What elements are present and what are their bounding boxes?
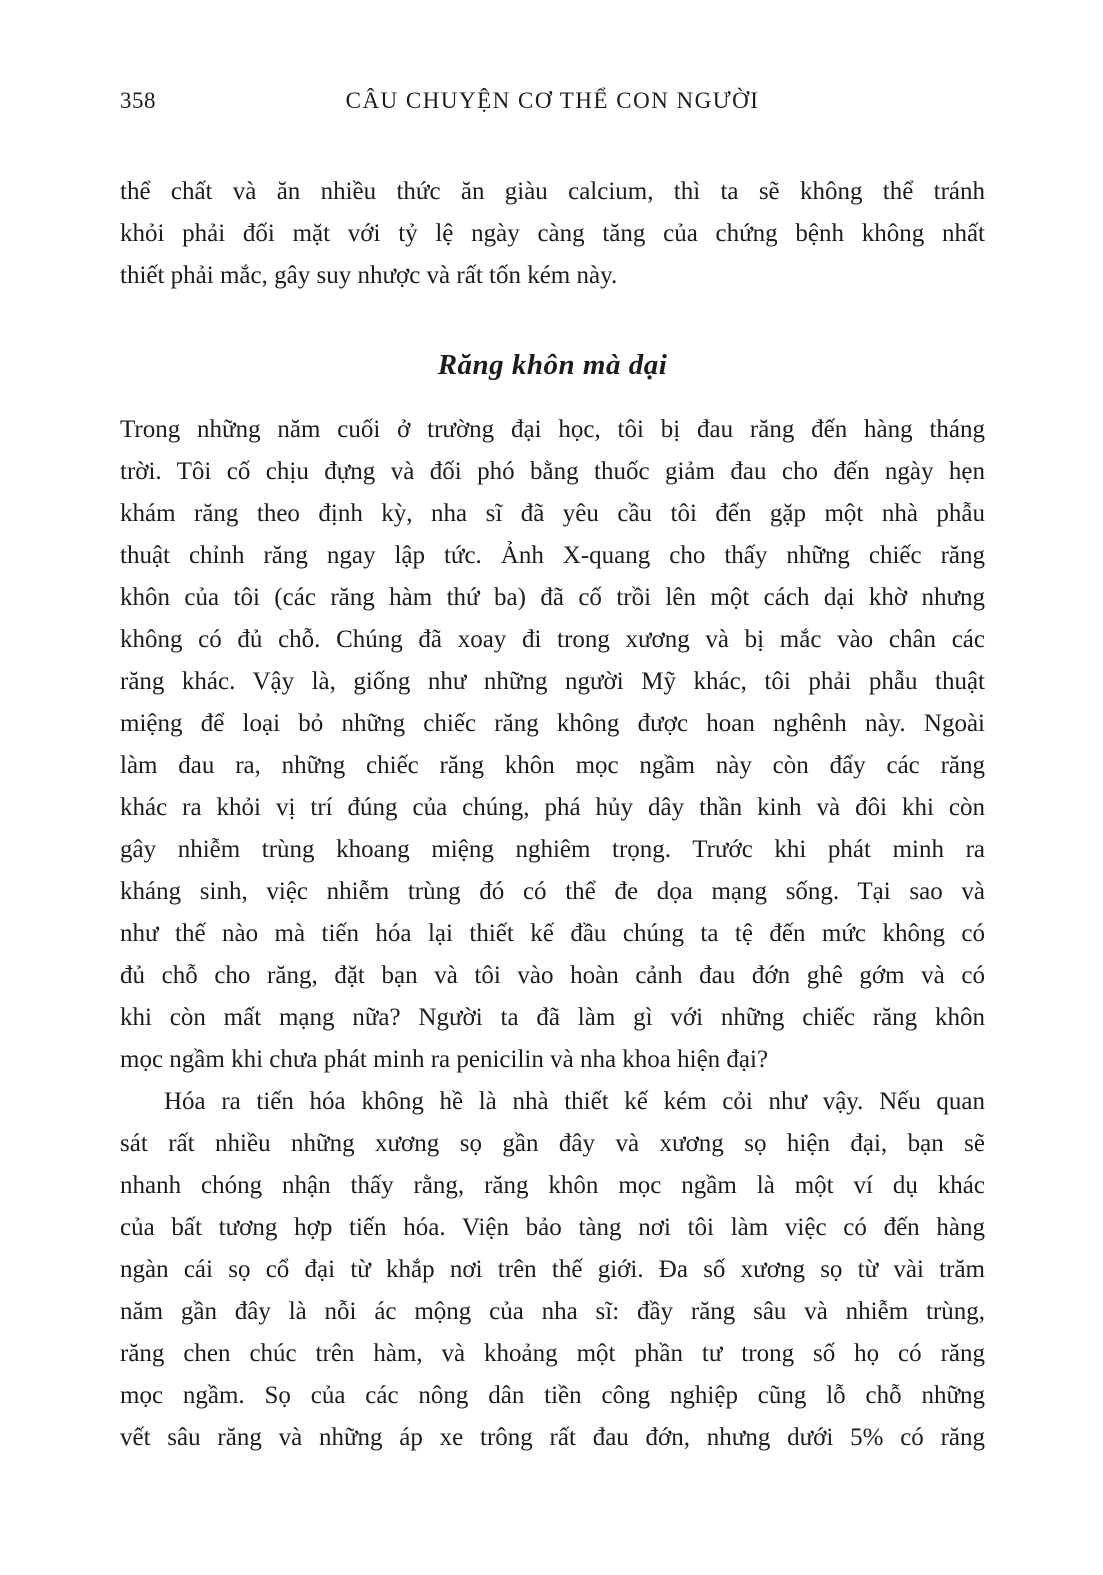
text-line: thiết phải mắc, gây suy nhược và rất tốn kém này. xyxy=(120,262,618,289)
text-line: mọc ngầm khi chưa phát minh ra penicilin và nha khoa hiện đại? xyxy=(120,1046,769,1073)
text-line: khỏi phải đối mặt với tỷ lệ ngày càng tăng của chứng bệnh không nhất xyxy=(120,220,985,247)
paragraph xyxy=(120,409,985,1081)
text-line: gây nhiễm trùng khoang miệng nghiêm trọng. Trước khi phát minh ra xyxy=(120,836,985,863)
text-line: làm đau ra, những chiếc răng khôn mọc ngầm này còn đẩy các răng xyxy=(120,752,985,779)
text-line: Hóa ra tiến hóa không hề là nhà thiết kế kém cỏi như vậy. Nếu quan xyxy=(164,1088,985,1115)
text-line: như thế nào mà tiến hóa lại thiết kế đầu chúng ta tệ đến mức không có xyxy=(120,920,985,947)
text-line: mọc ngầm. Sọ của các nông dân tiền công nghiệp cũng lỗ chỗ những xyxy=(120,1382,985,1409)
text-line: khác ra khỏi vị trí đúng của chúng, phá hủy dây thần kinh và đôi khi còn xyxy=(120,794,985,821)
text-line: khi còn mất mạng nữa? Người ta đã làm gì với những chiếc răng khôn xyxy=(120,1004,985,1031)
paragraph xyxy=(120,171,985,297)
page-header xyxy=(120,88,985,114)
page-number: 358 xyxy=(120,88,156,113)
text-line: đủ chỗ cho răng, đặt bạn và tôi vào hoàn cảnh đau đớn ghê gớm và có xyxy=(120,962,985,989)
text-line: miệng để loại bỏ những chiếc răng không được hoan nghênh này. Ngoài xyxy=(120,710,985,737)
text-line: vết sâu răng và những áp xe trông rất đau đớn, nhưng dưới 5% có răng xyxy=(120,1424,985,1451)
text-line: khôn của tôi (các răng hàm thứ ba) đã cố trồi lên một cách dại khờ nhưng xyxy=(120,584,985,611)
text-line: khám răng theo định kỳ, nha sĩ đã yêu cầu tôi đến gặp một nhà phẫu xyxy=(120,500,985,527)
paragraph xyxy=(120,1081,985,1459)
text-line: thể chất và ăn nhiều thức ăn giàu calcium, thì ta sẽ không thể tránh xyxy=(120,178,985,205)
text-line: răng chen chúc trên hàm, và khoảng một phần tư trong số họ có răng xyxy=(120,1340,985,1367)
text-line: ngàn cái sọ cổ đại từ khắp nơi trên thế giới. Đa số xương sọ từ vài trăm xyxy=(120,1256,985,1283)
text-line: nhanh chóng nhận thấy rằng, răng khôn mọc ngầm là một ví dụ khác xyxy=(120,1172,985,1199)
text-line: không có đủ chỗ. Chúng đã xoay đi trong xương và bị mắc vào chân các xyxy=(120,626,985,653)
page-body xyxy=(120,171,985,1459)
text-line: năm gần đây là nỗi ác mộng của nha sĩ: đầy răng sâu và nhiễm trùng, xyxy=(120,1298,985,1325)
section-heading: Răng khôn mà dại xyxy=(437,349,668,381)
text-line: răng khác. Vậy là, giống như những người Mỹ khác, tôi phải phẫu thuật xyxy=(120,668,985,695)
text-line: Trong những năm cuối ở trường đại học, tôi bị đau răng đến hàng tháng xyxy=(120,416,985,443)
text-line: thuật chỉnh răng ngay lập tức. Ảnh X-quang cho thấy những chiếc răng xyxy=(120,542,985,569)
running-title: CÂU CHUYỆN CƠ THỂ CON NGƯỜI xyxy=(345,88,760,113)
text-line: kháng sinh, việc nhiễm trùng đó có thể đe dọa mạng sống. Tại sao và xyxy=(120,878,985,905)
text-line: sát rất nhiều những xương sọ gần đây và xương sọ hiện đại, bạn sẽ xyxy=(120,1130,985,1157)
text-line: trời. Tôi cố chịu đựng và đối phó bằng thuốc giảm đau cho đến ngày hẹn xyxy=(120,458,985,485)
text-line: của bất tương hợp tiến hóa. Viện bảo tàng nơi tôi làm việc có đến hàng xyxy=(120,1214,985,1241)
